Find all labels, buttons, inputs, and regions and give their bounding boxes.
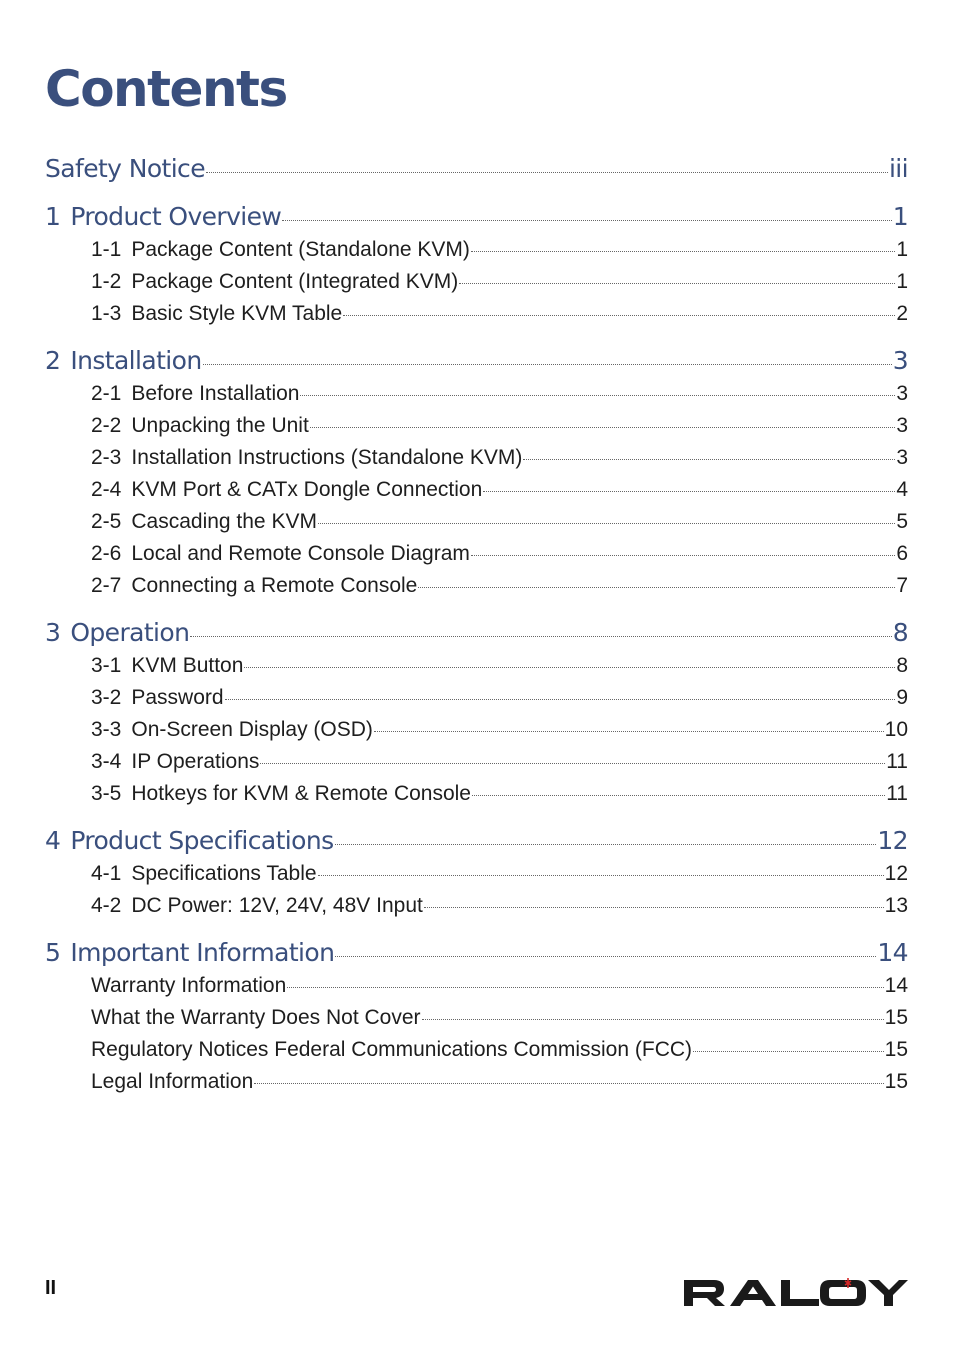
toc-chapter-entry[interactable] — [45, 934, 908, 974]
toc-subsection-label: KVM Button — [131, 654, 244, 677]
toc-subsection-page: 9 — [896, 686, 908, 709]
dot-leader — [693, 1051, 884, 1052]
toc-subsection-page: 15 — [884, 1070, 908, 1093]
toc-subsection-label: Cascading the KVM — [131, 510, 317, 533]
toc-subsection-label: Installation Instructions (Standalone KVM) — [131, 446, 523, 469]
page-title: Contents — [45, 60, 287, 118]
toc-subsection-page: 7 — [896, 574, 908, 597]
toc-subsection-title — [45, 382, 299, 406]
toc-subsection-title — [45, 1070, 253, 1094]
toc-subsection-title — [45, 782, 471, 806]
toc-subsection-label: Package Content (Integrated KVM) — [131, 270, 459, 293]
toc-subsection-entry[interactable] — [45, 270, 908, 302]
toc-subsection-page: 15 — [884, 1006, 908, 1029]
toc-subsection-entry[interactable] — [45, 542, 908, 574]
toc-chapter-number: 5 — [45, 938, 61, 967]
toc-subsection-number: 4-1 — [91, 862, 122, 885]
toc-section — [45, 822, 908, 926]
toc-subsection-label: What the Warranty Does Not Cover — [91, 1006, 421, 1029]
toc-subsection-entry[interactable] — [45, 478, 908, 510]
toc-chapter-entry[interactable] — [45, 198, 908, 238]
toc-subsection-page: 3 — [896, 382, 908, 405]
toc-subsection-label: Before Installation — [131, 382, 300, 405]
toc-subsection-number: 3-3 — [91, 718, 122, 741]
dot-leader — [374, 731, 884, 732]
toc-chapter-label: Product Specifications — [70, 826, 334, 855]
toc-subsection-title — [45, 974, 286, 998]
dot-leader — [424, 907, 884, 908]
dot-leader — [318, 875, 884, 876]
toc-subsection-page: 1 — [896, 238, 908, 261]
toc-subsection-number: 2-4 — [91, 478, 122, 501]
toc-subsection-page: 12 — [884, 862, 908, 885]
toc-subsection-label: IP Operations — [131, 750, 260, 773]
toc-subsection-page: 11 — [886, 750, 908, 773]
dot-leader — [418, 587, 895, 588]
toc-chapter-page: 14 — [877, 938, 908, 967]
toc-subsection-title — [45, 574, 417, 598]
toc-section — [45, 150, 908, 190]
toc-chapter-title — [45, 202, 281, 231]
toc-subsection-label: Basic Style KVM Table — [131, 302, 343, 325]
footer-page-number: II — [45, 1277, 57, 1299]
toc-subsection-page: 1 — [896, 270, 908, 293]
toc-subsection-title — [45, 238, 470, 262]
toc-chapter-page: 3 — [892, 346, 908, 375]
toc-subsection-entry[interactable] — [45, 894, 908, 926]
dot-leader — [472, 795, 885, 796]
dot-leader — [335, 844, 877, 845]
dot-leader — [335, 956, 876, 957]
toc-subsection-entry[interactable] — [45, 718, 908, 750]
toc-subsection-label: DC Power: 12V, 24V, 48V Input — [131, 894, 423, 917]
toc-subsection-title — [45, 414, 309, 438]
toc-chapter-title — [45, 826, 334, 855]
toc-subsection-page: 5 — [896, 510, 908, 533]
toc-subsection-title — [45, 686, 224, 710]
dot-leader — [225, 699, 896, 700]
toc-subsection-number: 2-7 — [91, 574, 122, 597]
toc-chapter-number: 2 — [45, 346, 61, 375]
toc-subsection-number: 2-3 — [91, 446, 122, 469]
toc-chapter-label: Installation — [70, 346, 202, 375]
toc-subsection-title — [45, 302, 342, 326]
toc-subsection-entry[interactable] — [45, 574, 908, 606]
toc-subsection-label: Legal Information — [91, 1070, 254, 1093]
toc-subsection-entry[interactable] — [45, 382, 908, 414]
toc-subsection-page: 6 — [896, 542, 908, 565]
dot-leader — [300, 395, 895, 396]
toc-chapter-page: 8 — [892, 618, 908, 647]
toc-subsection-entry[interactable] — [45, 510, 908, 542]
toc-subsection-label: KVM Port & CATx Dongle Connection — [131, 478, 483, 501]
dot-leader — [422, 1019, 884, 1020]
toc-subsection-title — [45, 478, 482, 502]
toc-subsection-number: 3-4 — [91, 750, 122, 773]
dot-leader — [203, 364, 892, 365]
dot-leader — [343, 315, 895, 316]
toc-subsection-title — [45, 654, 243, 678]
toc-subsection-entry[interactable] — [45, 782, 908, 814]
toc-subsection-number: 3-2 — [91, 686, 122, 709]
toc-subsection-entry[interactable] — [45, 446, 908, 478]
toc-subsection-entry[interactable] — [45, 1070, 908, 1102]
toc-chapter-label: Important Information — [70, 938, 335, 967]
toc-subsection-number: 4-2 — [91, 894, 122, 917]
toc-subsection-title — [45, 1006, 421, 1030]
toc-section — [45, 342, 908, 606]
toc-subsection-page: 2 — [896, 302, 908, 325]
dot-leader — [254, 1083, 883, 1084]
toc-subsection-title — [45, 542, 470, 566]
toc-subsection-page: 11 — [886, 782, 908, 805]
toc-subsection-label: Connecting a Remote Console — [131, 574, 418, 597]
toc-subsection-entry[interactable] — [45, 1038, 908, 1070]
toc-subsection-number: 2-6 — [91, 542, 122, 565]
toc-subsection-page: 4 — [896, 478, 908, 501]
dot-leader — [206, 172, 888, 173]
toc-subsection-label: Unpacking the Unit — [131, 414, 309, 437]
toc-subsection-entry[interactable] — [45, 302, 908, 334]
toc-chapter-number: 4 — [45, 826, 61, 855]
toc-subsection-entry[interactable] — [45, 750, 908, 782]
dot-leader — [310, 427, 896, 428]
toc-subsection-entry[interactable] — [45, 414, 908, 446]
dot-leader — [244, 667, 895, 668]
toc-subsection-page: 14 — [884, 974, 908, 997]
dot-leader — [471, 251, 895, 252]
toc-chapter-page: iii — [888, 154, 908, 183]
toc-subsection-number: 2-2 — [91, 414, 122, 437]
toc-chapter-title — [45, 346, 202, 375]
toc-subsection-page: 15 — [884, 1038, 908, 1061]
toc-subsection-label: Hotkeys for KVM & Remote Console — [131, 782, 471, 805]
toc-subsection-title — [45, 894, 423, 918]
toc-subsection-page: 13 — [884, 894, 908, 917]
toc-subsection-number: 2-5 — [91, 510, 122, 533]
toc-chapter-title — [45, 618, 189, 647]
toc-chapter-title — [45, 154, 205, 183]
toc-subsection-label: Regulatory Notices Federal Communications Commission (FCC) — [91, 1038, 693, 1061]
toc-chapter-label: Product Overview — [70, 202, 282, 231]
toc-chapter-number: 3 — [45, 618, 61, 647]
toc-subsection-entry[interactable] — [45, 238, 908, 270]
toc-subsection-label: Password — [131, 686, 224, 709]
raloy-logo — [682, 1276, 908, 1310]
toc-section — [45, 614, 908, 814]
toc-subsection-page: 3 — [896, 446, 908, 469]
toc-subsection-entry[interactable] — [45, 1006, 908, 1038]
toc-subsection-title — [45, 718, 373, 742]
dot-leader — [523, 459, 895, 460]
toc-subsection-title — [45, 862, 317, 886]
toc-subsection-title — [45, 1038, 692, 1062]
dot-leader — [287, 987, 883, 988]
toc-subsection-title — [45, 446, 522, 470]
toc-subsection-entry[interactable] — [45, 974, 908, 1006]
dot-leader — [190, 636, 891, 637]
toc-chapter-title — [45, 938, 334, 967]
toc-chapter-label: Safety Notice — [45, 154, 205, 183]
toc-chapter-entry[interactable] — [45, 150, 908, 190]
toc-subsection-label: Warranty Information — [91, 974, 287, 997]
toc-subsection-number: 1-3 — [91, 302, 122, 325]
toc-subsection-title — [45, 270, 458, 294]
toc-subsection-entry[interactable] — [45, 862, 908, 894]
toc-section — [45, 198, 908, 334]
toc-subsection-label: Specifications Table — [131, 862, 317, 885]
toc-subsection-page: 3 — [896, 414, 908, 437]
toc-subsection-title — [45, 750, 259, 774]
toc-section — [45, 934, 908, 1102]
toc-subsection-entry[interactable] — [45, 654, 908, 686]
dot-leader — [282, 220, 891, 221]
toc-chapter-label: Operation — [70, 618, 190, 647]
toc-chapter-entry[interactable] — [45, 342, 908, 382]
toc-subsection-number: 3-1 — [91, 654, 122, 677]
toc-subsection-number: 1-1 — [91, 238, 122, 261]
toc-chapter-entry[interactable] — [45, 822, 908, 862]
toc-subsection-label: On-Screen Display (OSD) — [131, 718, 373, 741]
toc-subsection-entry[interactable] — [45, 686, 908, 718]
toc-subsection-label: Package Content (Standalone KVM) — [131, 238, 470, 261]
toc-subsection-title — [45, 510, 317, 534]
toc-subsection-label: Local and Remote Console Diagram — [131, 542, 470, 565]
toc-subsection-page: 8 — [896, 654, 908, 677]
toc-chapter-entry[interactable] — [45, 614, 908, 654]
dot-leader — [260, 763, 885, 764]
dot-leader — [318, 523, 895, 524]
dot-leader — [483, 491, 895, 492]
toc-subsection-page: 10 — [884, 718, 908, 741]
dot-leader — [459, 283, 895, 284]
toc-chapter-number: 1 — [45, 202, 61, 231]
toc-subsection-number: 1-2 — [91, 270, 122, 293]
dot-leader — [471, 555, 895, 556]
toc-subsection-number: 3-5 — [91, 782, 122, 805]
toc-chapter-page: 1 — [892, 202, 908, 231]
table-of-contents — [45, 150, 908, 1110]
toc-subsection-number: 2-1 — [91, 382, 122, 405]
toc-chapter-page: 12 — [877, 826, 908, 855]
